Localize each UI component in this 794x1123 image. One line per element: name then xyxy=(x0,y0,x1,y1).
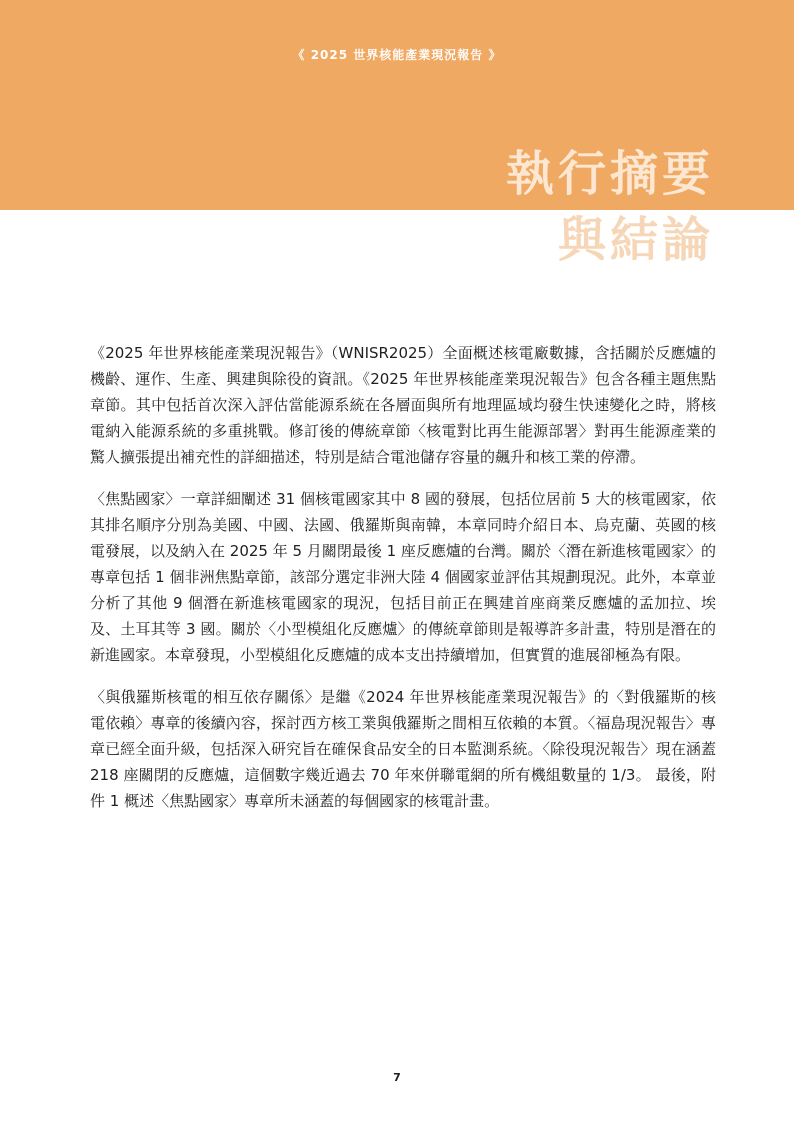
paragraph-3: 〈與俄羅斯核電的相互依存關係〉是繼《2024 年世界核能產業現況報告》的〈對俄羅斯的核電依賴〉專章的後續內容，探討西方核工業與俄羅斯之間相互依賴的本質。〈福島現況報告〉專章已經全面升級，包括深入研究旨在確保食品安全的日本監測系統。〈除役現況報告〉現在涵蓋 218 座關閉的反應爐，這個數字幾近過去 70 年來併聯電網的所有機組數量的 1/3。 最後，附件 1 概述〈焦點國家〉專章所未涵蓋的每個國家的核電計畫。 xyxy=(90,688,716,810)
running-title: 《 2025 世界核能產業現況報告 》 xyxy=(292,48,502,62)
page-number: 7 xyxy=(393,1071,401,1084)
paragraph-1: 《2025 年世界核能產業現況報告》（WNISR2025）全面概述核電廠數據，含括關於反應爐的機齡、運作、生產、興建與除役的資訊。《2025 年世界核能產業現況報告》包含各種主題焦點章節。其中包括首次深入評估當能源系統在各層面與所有地理區域均發生快速變化之時，將核電納入能源系統的多重挑戰。修訂後的傳統章節〈核電對比再生能源部署〉對再生能源產業的驚人擴張提出補充性的詳細描述，特別是結合電池儲存容量的飆升和核工業的停滯。 xyxy=(90,344,716,466)
page-title-line-1: 執行摘要 xyxy=(505,146,714,202)
page-title-line-2: 與結論 xyxy=(557,212,714,268)
paragraph-2: 〈焦點國家〉一章詳細闡述 31 個核電國家其中 8 國的發展，包括位居前 5 大的核電國家，依其排名順序分別為美國、中國、法國、俄羅斯與南韓，本章同時介紹日本、烏克蘭、英國的核電發展，以及納入在 2025 年 5 月關閉最後 1 座反應爐的台灣。關於〈潛在新進核電國家〉的專章包括 1 個非洲焦點章節，該部分選定非洲大陸 4 個國家並評估其規劃現況。此外，本章並分析了其他 9 個潛在新進核電國家的現況，包括目前正在興建首座商業反應爐的孟加拉、埃及、土耳其等 3 國。關於〈小型模組化反應爐〉的傳統章節則是報導許多計畫，特別是潛在的新進國家。本章發現，小型模組化反應爐的成本支出持續增加，但實質的進展卻極為有限。 xyxy=(90,490,716,664)
body-text xyxy=(90,340,716,830)
